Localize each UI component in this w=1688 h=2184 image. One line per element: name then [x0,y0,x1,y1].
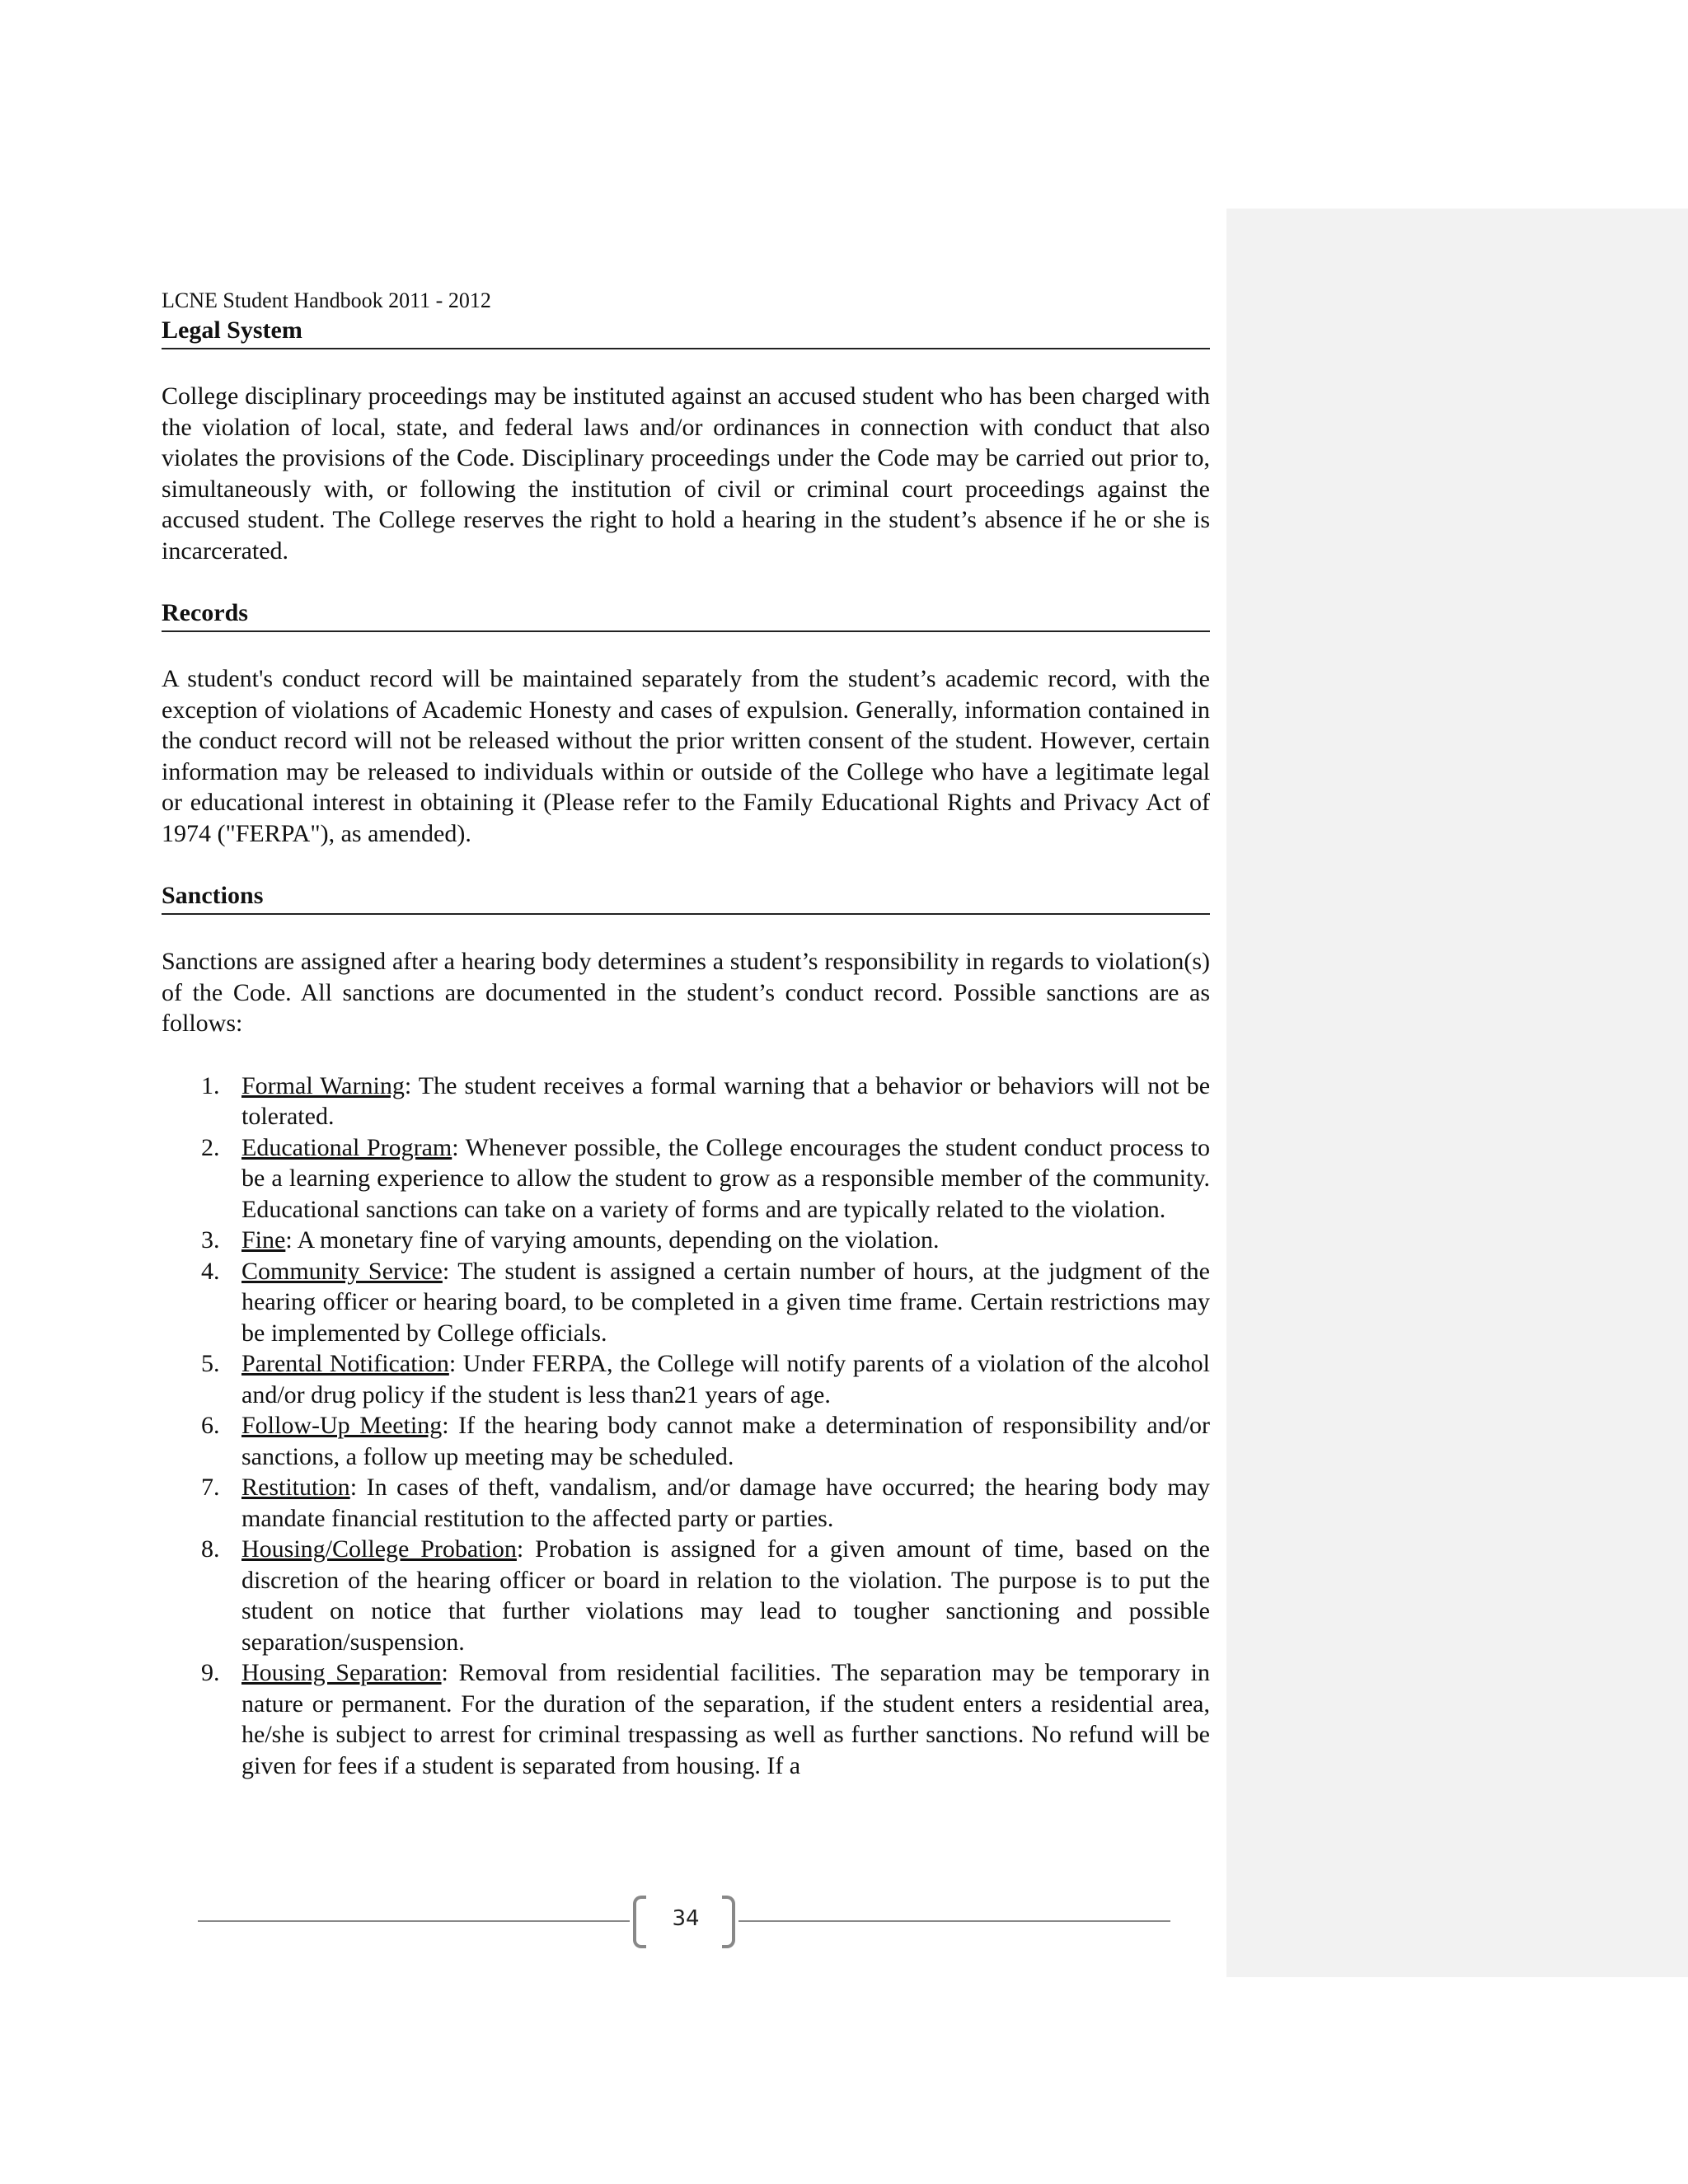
list-number: 5. [201,1350,220,1377]
list-item [162,1071,1210,1132]
list-number: 3. [201,1226,220,1254]
list-number: 1. [201,1071,220,1099]
paragraph-records: A student's conduct record will be maintained separately from the student’s academic record, with the exception of violations of Academic Honesty and cases of expulsion. Generally, information contained in the conduct record will not be released without the prior written consent of the student. However, certain information may be released to individuals within or outside of the College who have a legitimate legal or educational interest in obtaining it (Please refer to the Family Educational Rights and Privacy Act of 1974 ("FERPA"), as amended). [162,665,1210,847]
sanction-term: Housing Separation [241,1659,442,1686]
sanction-text: : In cases of theft, vandalism, and/or damage have occurred; the hearing body may mandate financial restitution to the affected party or parties. [241,1474,1210,1532]
sanction-text: : If the hearing body cannot make a determination of responsibility and/or sanctions, a follow up meeting may be scheduled. [241,1412,1210,1470]
sanction-text: : Whenever possible, the College encourages the student conduct process to be a learning experience to allow the student to grow as a responsible member of the community. Educational sanctions can take on a variety of forms and are typically related to the violation. [241,1133,1210,1223]
sanction-term: Follow-Up Meeting [241,1412,443,1439]
list-number: 6. [201,1412,220,1439]
running-head: LCNE Student Handbook 2011 - 2012 [162,288,491,312]
sanction-term: Educational Program [241,1133,452,1161]
sanction-term: Community Service [241,1257,443,1285]
list-item [162,1225,1210,1256]
heading-sanctions: Sanctions [162,880,1210,915]
paragraph-sanctions-intro: Sanctions are assigned after a hearing body determines a student’s responsibility in regards to violation(s) of the Code. All sanctions are documented in the student’s conduct record. Possible sanctions are as follows: [162,948,1210,1037]
paragraph-legal-system: College disciplinary proceedings may be instituted against an accused student who has been charged with the violation of local, state, and federal laws and/or ordinances in connection with conduct that also violates the provisions of the Code. Disciplinary proceedings under the Code may be carried out prior to, simultaneously with, or following the institution of civil or criminal court proceedings against the accused student. The College reserves the right to hold a hearing in the student’s absence if he or she is incarcerated. [162,382,1210,565]
right-brace-icon [722,1896,735,1948]
list-item [162,1348,1210,1410]
footer-rule-right [738,1920,1170,1922]
list-number: 9. [201,1659,220,1686]
sanction-term: Restitution [241,1474,350,1501]
list-item [162,1256,1210,1349]
sanction-text: : The student receives a formal warning that a behavior or behaviors will not be tolerated. [241,1071,1211,1130]
sanction-text: : A monetary fine of varying amounts, depending on the violation. [285,1226,940,1254]
sanction-term: Parental Notification [241,1350,449,1377]
sanction-term: Formal Warning [241,1071,405,1099]
sanction-term: Housing/College Probation [241,1535,517,1563]
sanction-text: : The student is assigned a certain number of hours, at the judgment of the hearing officer or hearing board, to be completed in a given time frame. Certain restrictions may be implemented by College officials. [241,1257,1210,1347]
document-page [162,287,1210,1781]
list-item [162,1410,1210,1472]
sanction-text: : Removal from residential facilities. The separation may be temporary in nature or permanent. For the duration of the separation, if the student enters a residential area, he/she is subject to arrest for criminal trespassing as well as further sanctions. No refund will be given for fees if a student is separated from housing. If a [241,1659,1210,1779]
heading-legal-system: Legal System [162,315,1210,349]
left-brace-icon [633,1896,646,1948]
page-number: 34 [672,1906,700,1931]
list-item [162,1472,1210,1534]
list-number: 2. [201,1133,220,1161]
sanctions-list [162,1071,1210,1782]
page-footer [198,1896,1170,1945]
list-item [162,1132,1210,1226]
sanction-text: : Probation is assigned for a given amount of time, based on the discretion of the hearing officer or board in relation to the violation. The purpose is to put the student on notice that further violations may lead to tougher sanctioning and possible separation/suspension. [241,1535,1210,1656]
sanction-term: Fine [241,1226,286,1254]
list-item [162,1657,1210,1781]
heading-records: Records [162,598,1210,632]
footer-rule-left [198,1920,630,1922]
list-number: 7. [201,1474,220,1501]
sanction-text: : Under FERPA, the College will notify parents of a violation of the alcohol and/or drug policy if the student is less than21 years of age. [241,1350,1210,1408]
list-number: 4. [201,1257,220,1285]
list-item [162,1534,1210,1657]
comment-pane [1226,209,1688,1977]
list-number: 8. [201,1535,220,1563]
